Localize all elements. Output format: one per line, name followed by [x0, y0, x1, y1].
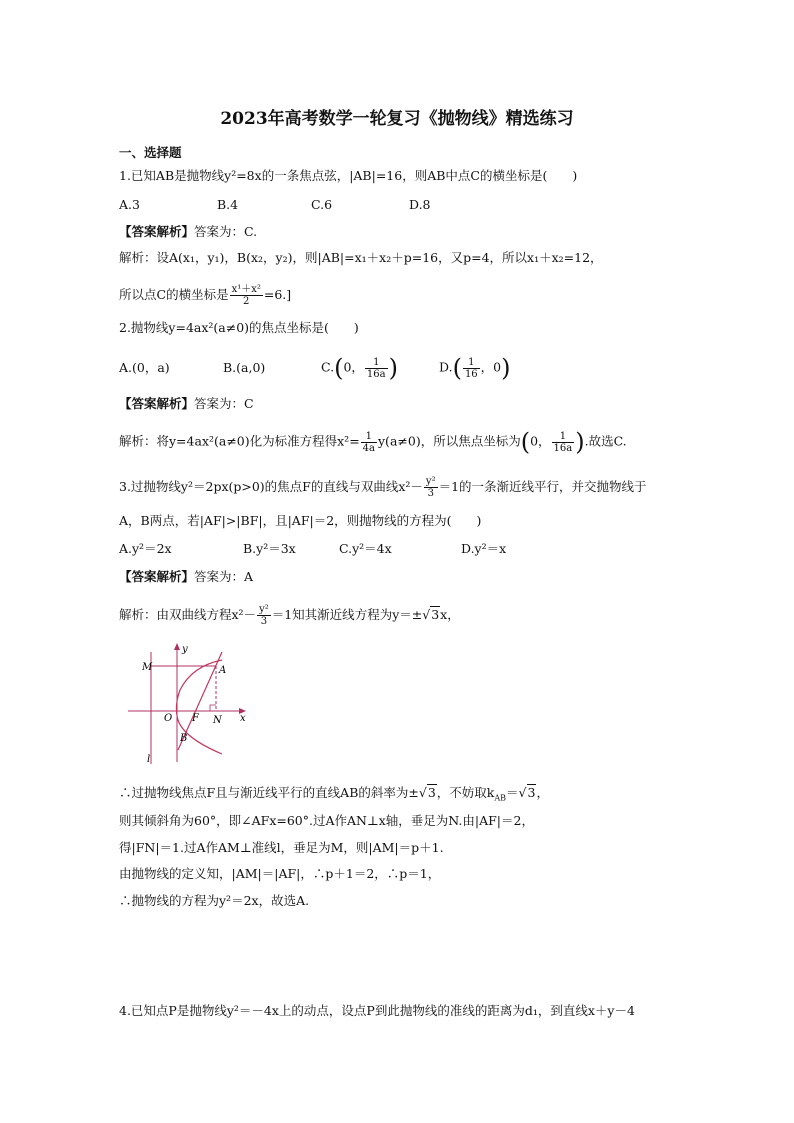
fraction	[230, 284, 263, 307]
numerator: 1	[373, 356, 380, 368]
numerator: x¹＋x²	[231, 284, 261, 295]
numerator: 1	[559, 430, 567, 442]
right-angle-mark	[210, 705, 216, 711]
q2-option-d: D.( $\frac{1}{16}$ ，0)	[439, 354, 511, 382]
answer-text: 答案为：C.	[194, 224, 258, 239]
text: 3.过抛物线y²＝2px(p>0)的焦点F的直线与双曲线x²－	[119, 479, 423, 494]
q3-line-1: ∴过抛物线焦点F且与渐近线平行的直线AB的斜率为±√3，不妨取$k_{AB}=√3$，	[119, 785, 549, 803]
q2-options	[119, 356, 511, 380]
q3-line-4: 由抛物线的定义知，|AM|＝|AF|，∴p＋1＝2，∴p＝1，	[119, 866, 441, 881]
numerator: 1	[365, 430, 373, 442]
q3-line-3: 得|FN|＝1.过A作AM⊥准线l，垂足为M，则|AM|＝p＋1.	[119, 840, 444, 855]
q1-analysis-2	[119, 284, 291, 307]
text: ＝1知其渐近线方程为y＝±	[271, 607, 423, 622]
q1-stem: 1.已知AB是抛物线y²=8x的一条焦点弦，|AB|=16，则AB中点C的横坐标是( )	[119, 168, 578, 183]
q3-answer	[119, 569, 253, 585]
text: ，不妨取k	[436, 785, 495, 800]
text: .故选C.	[584, 433, 627, 449]
q2-analysis: 解析：将y=4ax²(a≠0)化为标准方程得x²= $\frac{1}{4a}$ y(a≠0)，所以焦点坐标为(0， $\frac{1}{16a}$ ).故选C.	[119, 428, 627, 456]
label-b: B	[180, 733, 188, 744]
sqrt-radicand: 3	[431, 607, 440, 622]
q1-option-c: C.6	[311, 197, 333, 212]
q3-option-b: B.y²＝3x	[243, 541, 296, 556]
fraction	[552, 431, 575, 454]
text: x，	[440, 607, 460, 622]
q3-option-a: A.y²＝2x	[119, 541, 172, 556]
denominator: 4a	[362, 442, 375, 454]
q4-stem: 4.已知点P是抛物线y²＝－4x上的动点，设点P到此抛物线的准线的距离为d₁，到直线x＋y－4	[119, 1003, 635, 1018]
text: 所以点C的横坐标是	[119, 287, 229, 302]
denominator: 2	[230, 295, 263, 307]
sqrt-radicand: 3	[527, 785, 536, 800]
denominator: 3	[424, 487, 438, 499]
fraction	[365, 357, 388, 380]
q3-analysis: 解析：由双曲线方程x²－ $\frac{\text{y²}}{3}$ ＝1知其渐近线方程为y＝±√3x，	[119, 604, 460, 627]
answer-label: 【答案解析】	[119, 569, 195, 584]
subscript: AB	[494, 793, 507, 803]
q3-stem-2: A，B两点，若|AF|>|BF|，且|AF|＝2，则抛物线的方程为( )	[119, 513, 482, 528]
text: =6.]	[263, 287, 292, 302]
text: ＝1的一条渐近线平行，并交抛物线于	[438, 479, 647, 494]
section-heading: 一、选择题	[119, 145, 182, 160]
fraction	[361, 431, 377, 454]
label-x: x	[240, 713, 246, 724]
q2-option-a: A.(0，a)	[119, 359, 170, 375]
denominator: 3	[257, 615, 271, 627]
denominator: 16	[464, 368, 478, 380]
label-o: O	[164, 713, 173, 724]
label-n: N	[213, 715, 222, 726]
fraction	[463, 357, 480, 380]
text: 0，	[343, 359, 364, 375]
q3-line-5: ∴抛物线的方程为y²＝2x，故选A.	[119, 893, 310, 908]
q1-option-d: D.8	[409, 197, 431, 212]
numerator: y²	[425, 476, 436, 487]
q1-analysis-1: 解析：设A(x₁，y₁)，B(x₂，y₂)，则|AB|=x₁＋x₂＋p=16，又p=4，所以x₁＋x₂=12，	[119, 250, 603, 265]
q3-option-c: C.y²＝4x	[339, 541, 392, 556]
q1-answer	[119, 224, 257, 240]
label-a: A	[219, 665, 227, 676]
text: ＝	[506, 785, 519, 800]
label: D.	[439, 359, 453, 375]
fraction	[257, 604, 271, 627]
q2-answer	[119, 396, 254, 412]
text: 0，	[530, 433, 551, 449]
text: y(a≠0)，所以焦点坐标为	[378, 433, 521, 449]
q1-options	[119, 197, 431, 213]
label-f: F	[192, 713, 199, 724]
sqrt-radicand: 3	[427, 785, 436, 800]
denominator: 16a	[553, 442, 573, 454]
fraction	[424, 476, 438, 499]
q3-option-d: D.y²＝x	[461, 541, 507, 556]
parabola-figure	[122, 640, 256, 770]
q2-option-c: C.(0， $\frac{1}{16a}$ )	[321, 354, 398, 382]
text: ，0	[480, 359, 502, 375]
denominator: 16a	[366, 368, 386, 380]
q1-option-b: B.4	[217, 197, 239, 212]
page-title: 2023年高考数学一轮复习《抛物线》精选练习	[220, 109, 574, 129]
label-l: l	[147, 754, 151, 765]
answer-text: 答案为：A	[194, 569, 254, 584]
numerator: y²	[259, 604, 269, 615]
q3-options	[119, 541, 506, 557]
q1-option-a: A.3	[119, 197, 140, 212]
answer-label: 【答案解析】	[119, 396, 195, 411]
q3-stem-1	[119, 476, 647, 499]
label-m: M	[142, 662, 153, 673]
label: C.	[321, 359, 335, 375]
text: 解析：由双曲线方程x²－	[119, 607, 257, 622]
text: ，	[536, 785, 549, 800]
label-y: y	[182, 644, 188, 655]
answer-label: 【答案解析】	[119, 224, 195, 239]
numerator: 1	[468, 356, 475, 368]
text: ∴过抛物线焦点F且与渐近线平行的直线AB的斜率为±	[119, 785, 419, 800]
q2-stem: 2.抛物线y=4ax²(a≠0)的焦点坐标是( )	[119, 320, 359, 335]
q3-line-2: 则其倾斜角为60°，即∠AFx=60°.过A作AN⊥x轴，垂足为N.由|AF|＝2，	[119, 813, 534, 828]
y-axis-arrow	[174, 643, 180, 650]
answer-text: 答案为：C	[194, 396, 254, 411]
q2-option-b: B.(a,0)	[223, 359, 266, 375]
text: 解析：将y=4ax²(a≠0)化为标准方程得x²=	[119, 433, 360, 449]
